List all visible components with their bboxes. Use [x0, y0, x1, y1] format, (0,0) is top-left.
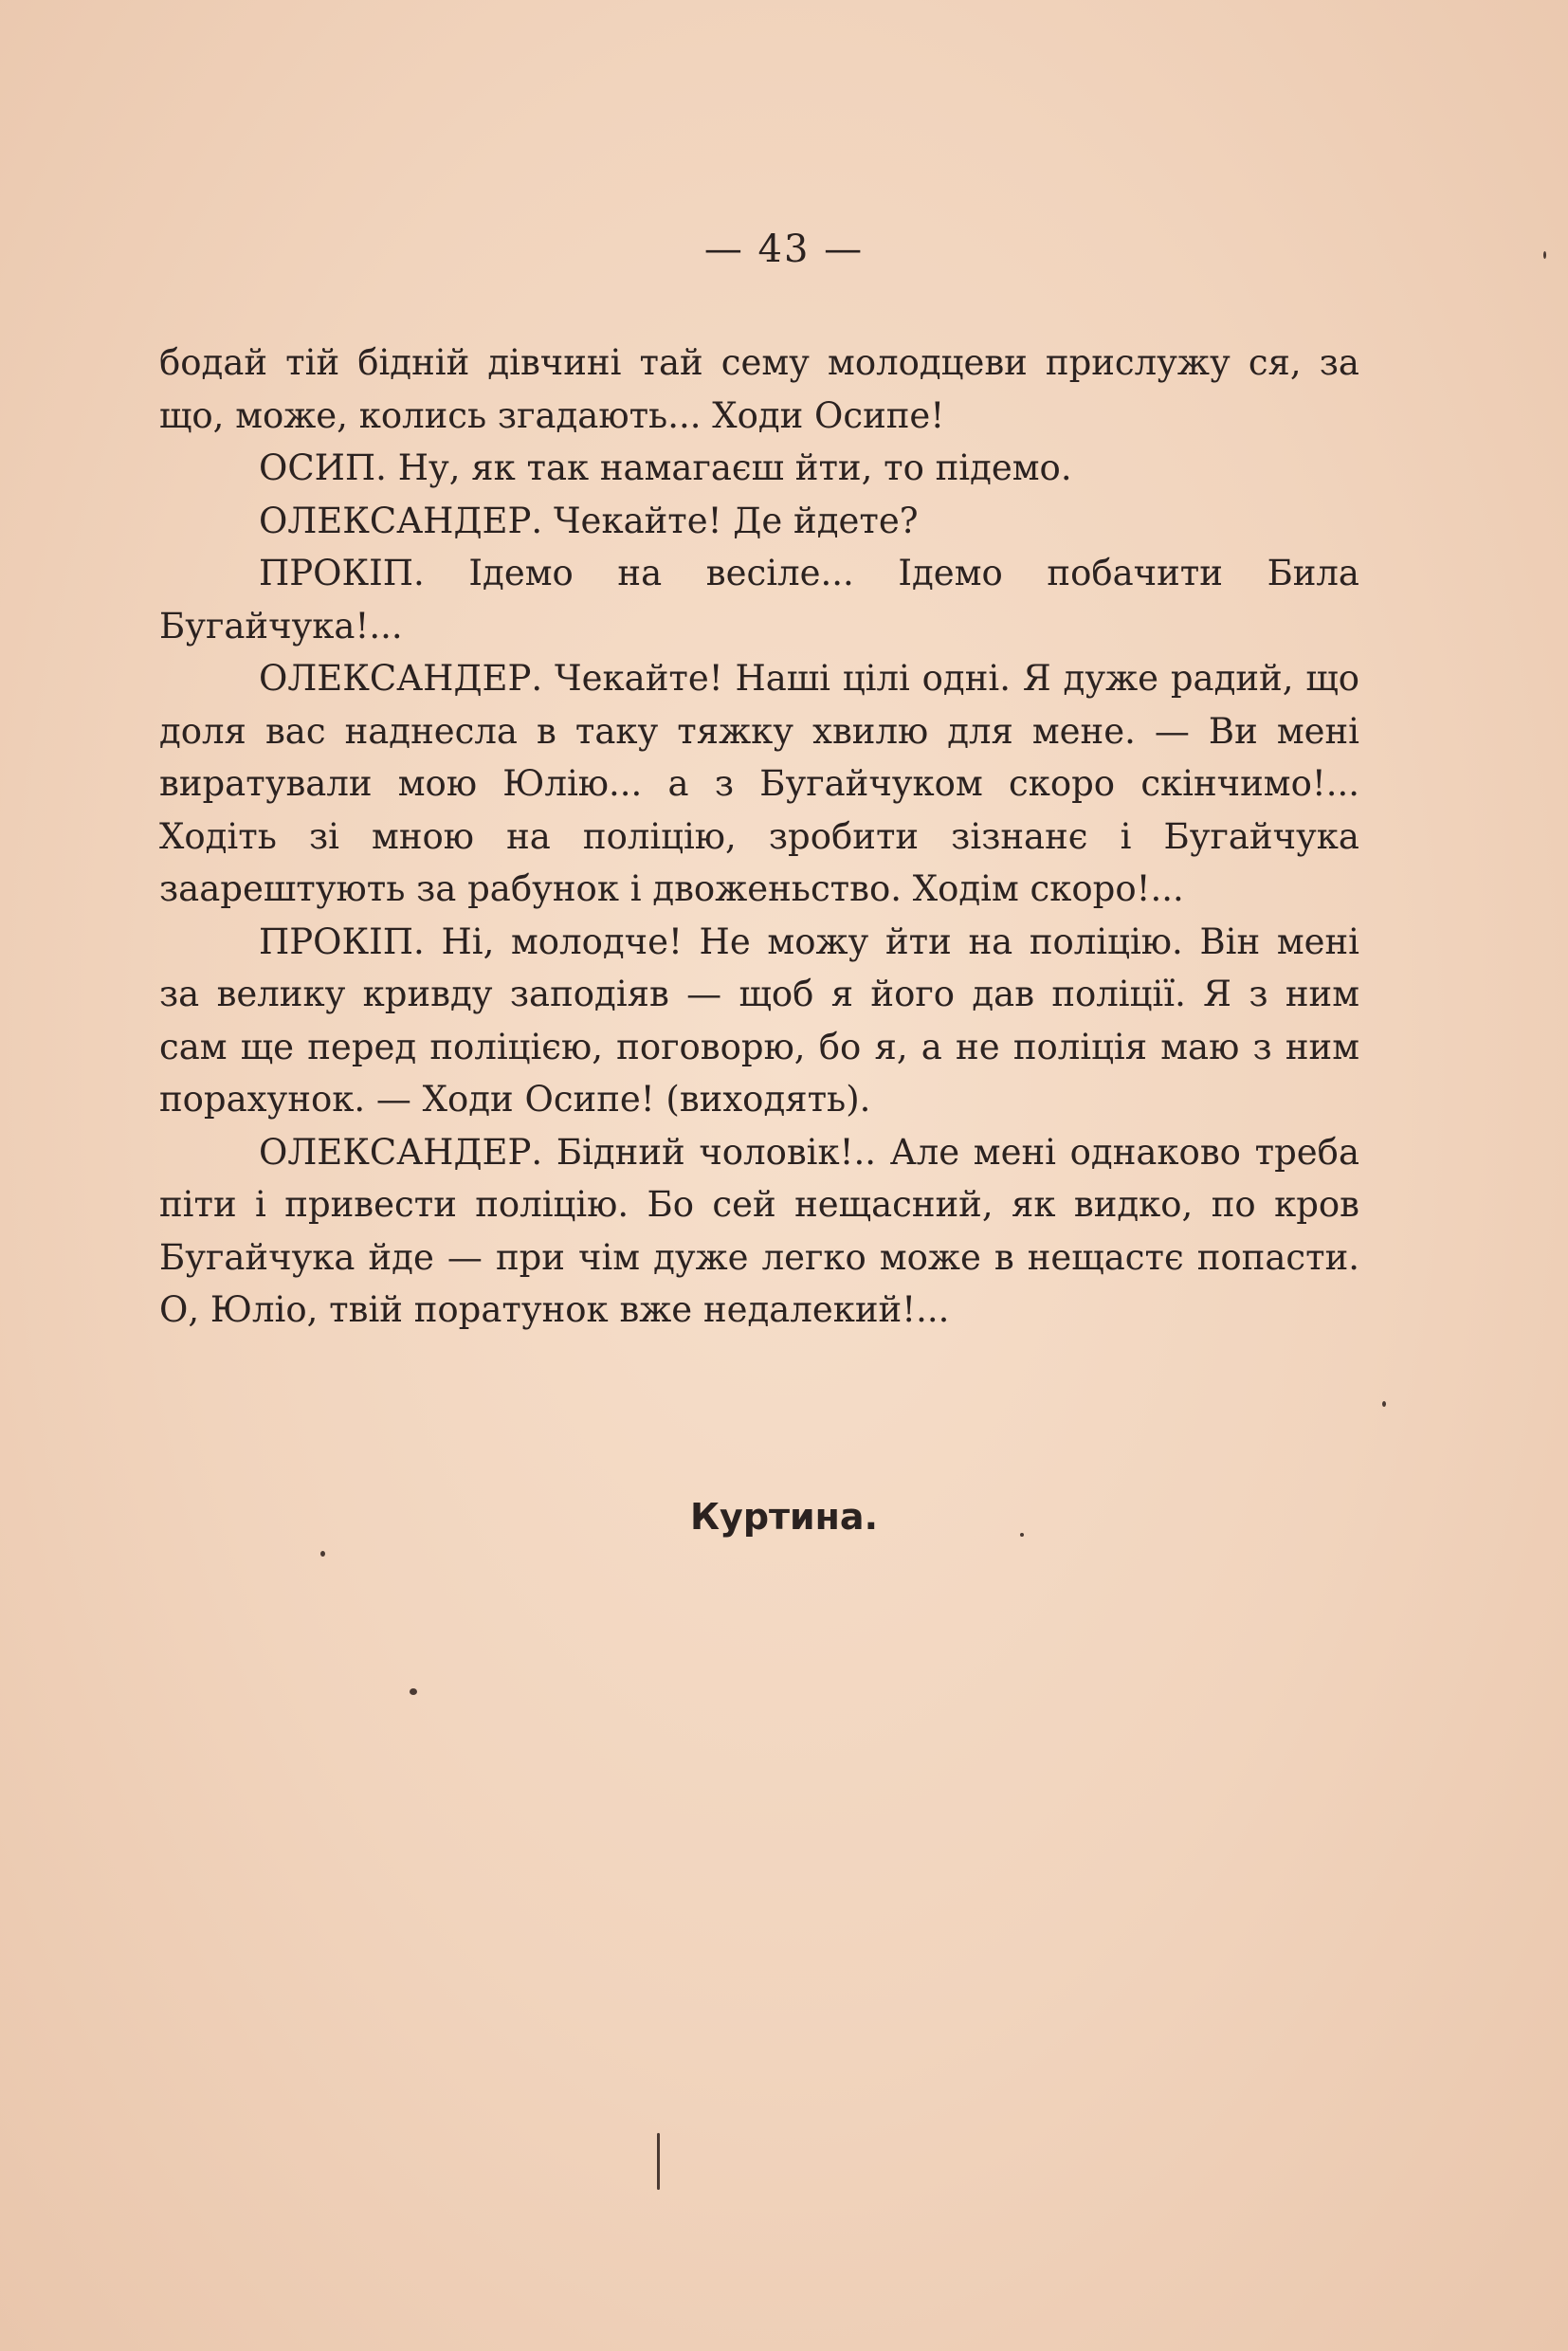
- ink-speck: [1543, 251, 1546, 259]
- paragraph-prokip-2: ПРОКІП. Ні, молодче! Не можу йти на поліцію. Він мені за велику кривду заподіяв — щоб я його дав поліції. Я з ним сам ще перед поліцією, поговорю, бо я, а не поліція маю з ним порахунок. — Ходи Осипе! (виходять).: [159, 920, 1359, 1120]
- ink-speck: [1382, 1401, 1386, 1407]
- paragraph-continuation: бодай тій бідній дівчині тай сему молодцеви прислужу ся, за що, може, колись згадають... Ходи Осипе!: [159, 342, 1359, 436]
- ink-speck: [657, 2133, 660, 2190]
- ink-speck: [320, 1551, 325, 1557]
- paragraph-oleksander-3: ОЛЕКСАНДЕР. Бідний чоловік!.. Але мені однаково треба піти і привести поліцію. Бо сей нещасний, як видко, по кров Бугайчука йде — при чім дуже легко може в нещастє попасти. О, Юліо, твій поратунок вже недалекий!...: [159, 1131, 1359, 1330]
- paragraph-prokip-1: ПРОКІП. Ідемо на весіле... Ідемо побачити Била Бугайчука!...: [159, 553, 1359, 647]
- paragraph-oleksander-1: ОЛЕКСАНДЕР. Чекайте! Де йдете?: [259, 500, 919, 541]
- page-number: — 43 —: [703, 228, 865, 271]
- paragraph-osyp: ОСИП. Ну, як так намагаєш йти, то підемо.: [259, 447, 1072, 488]
- curtain-heading: Куртина.: [689, 1496, 878, 1538]
- play-text: [159, 337, 1359, 1337]
- ink-speck: [410, 1688, 417, 1695]
- ink-speck: [1020, 1533, 1024, 1537]
- paragraph-oleksander-2: ОЛЕКСАНДЕР. Чекайте! Наші цілі одні. Я дуже радий, що доля вас наднесла в таку тяжку хвилю для мене. — Ви мені виратували мою Юлію... а з Бугайчуком скоро скінчимо!... Ходіть зі мною на поліцію, зробити зізнанє і Бугайчука заарештують за рабунок і двоженьство. Ходім скоро!...: [159, 658, 1359, 909]
